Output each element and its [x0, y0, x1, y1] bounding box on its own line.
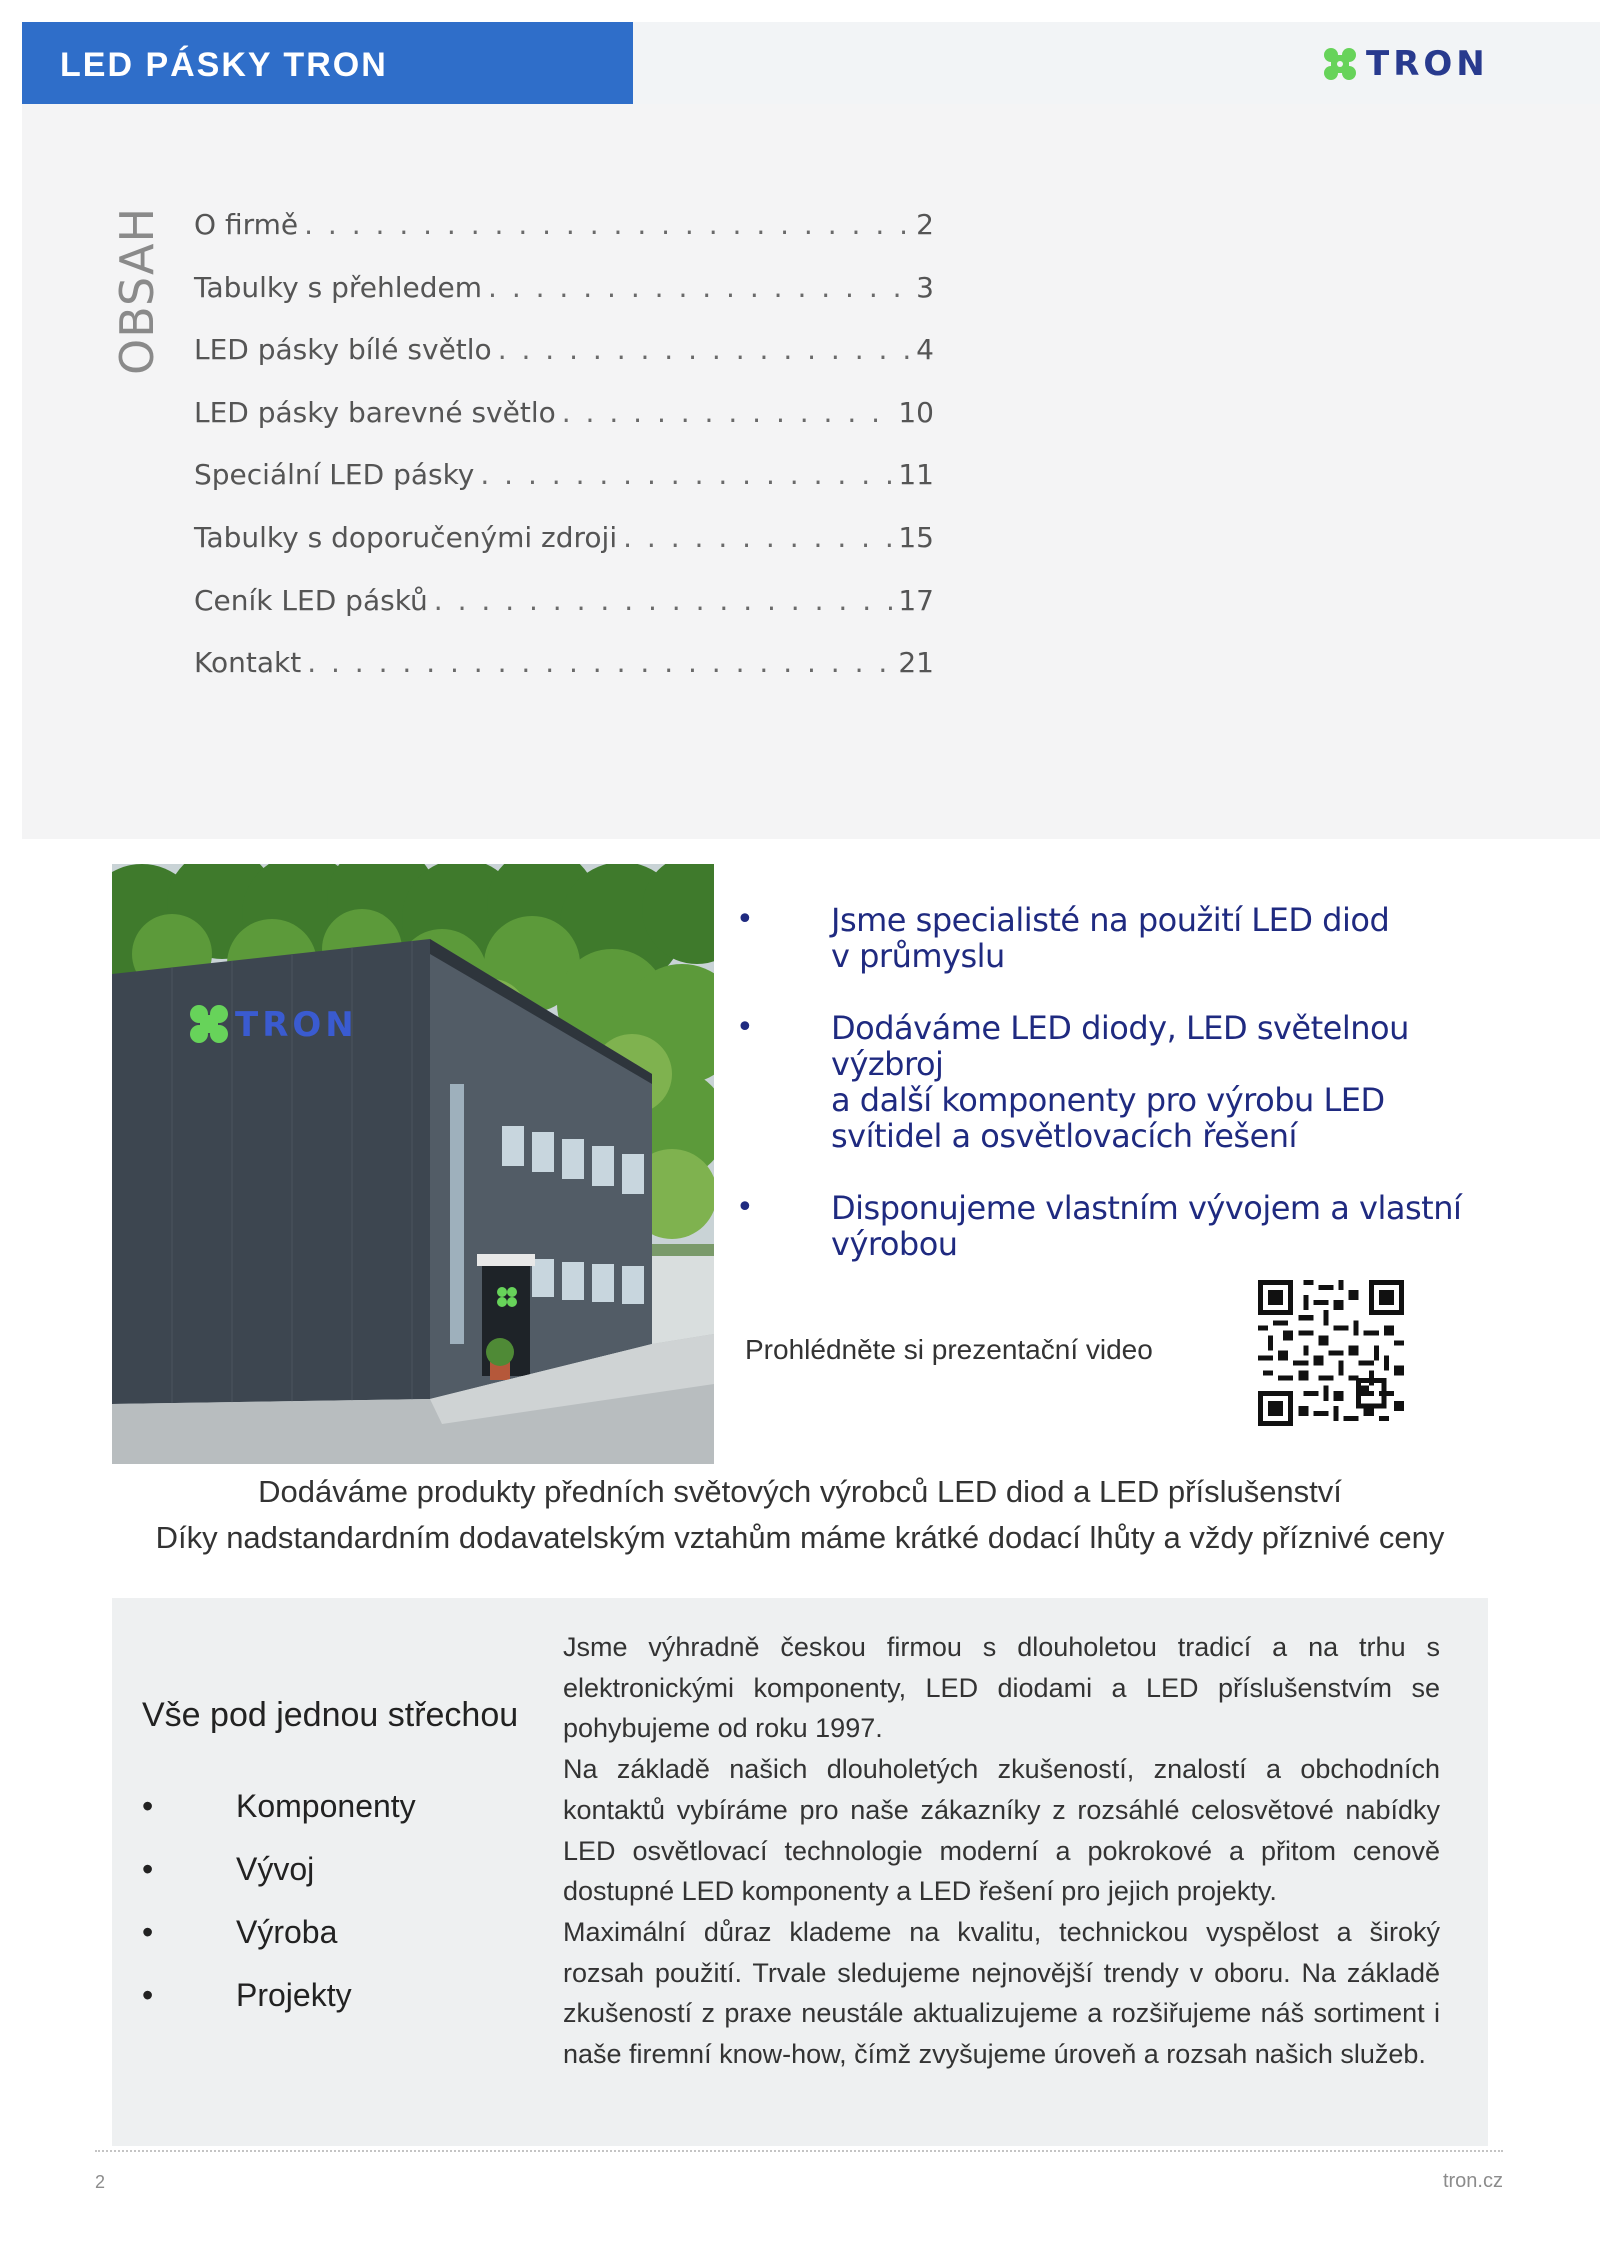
highlight-line: Disponujeme vlastním vývojem a vlastní: [831, 1189, 1462, 1227]
toc-list: [194, 208, 934, 709]
highlight-line: Dodáváme LED diody, LED světelnou výzbroj: [831, 1009, 1409, 1083]
service-label: Výroba: [236, 1914, 338, 1950]
toc-item-label: LED pásky bílé světlo: [194, 333, 492, 367]
highlight-line: a další komponenty pro výrobu LED: [831, 1081, 1385, 1119]
toc-leader-dots: [623, 521, 892, 554]
toc-item-page: 11: [898, 458, 934, 492]
bullet-dot-icon: •: [142, 1977, 154, 2013]
bullet-dot-icon: •: [142, 1851, 154, 1887]
highlight-line: Jsme specialisté na použití LED diod: [831, 901, 1390, 939]
toc-leader-dots: [488, 271, 910, 304]
toc-item-label: O firmě: [194, 208, 299, 241]
toc-item-page: 17: [898, 583, 934, 617]
service-item: [142, 1788, 416, 1851]
toc-heading: [110, 315, 170, 375]
toc-leader-dots: [304, 208, 910, 241]
building-sign-text: TRON: [235, 1005, 358, 1045]
services-list: [142, 1788, 416, 2040]
service-label: Vývoj: [236, 1851, 315, 1887]
service-label: Komponenty: [236, 1788, 416, 1824]
about-paragraph: Na základě našich dlouholetých zkušeností, znalostí a obchodních kontaktů vybíráme pro naše zákazníky z rozsáhlé celosvětové nabídky LED osvětlovací technologie moderní a pokrokové a přitom cenově dostupné LED komponenty a LED řešení pro jejich projekty.: [563, 1754, 1440, 1907]
bullet-dot-icon: •: [142, 1788, 154, 1824]
toc-item[interactable]: [194, 333, 934, 396]
highlight-line: výrobou: [831, 1225, 958, 1263]
toc-item-page: 2: [916, 208, 934, 241]
bullet-dot-icon: •: [736, 902, 754, 937]
toc-item[interactable]: [194, 458, 934, 521]
all-under-one-roof-heading: Vše pod jednou střechou: [142, 1696, 519, 1734]
service-item: [142, 1851, 416, 1914]
website-link[interactable]: tron.cz: [1442, 2170, 1503, 2192]
toc-item-label: LED pásky barevné světlo: [194, 395, 556, 429]
about-paragraph: Jsme výhradně českou firmou s dlouholetou tradicí a na trhu s elektronickými komponenty, LED diodami a LED příslušenstvím se pohybujeme od roku 1997.: [563, 1632, 1440, 1744]
clover-logo-icon: [1322, 46, 1358, 82]
page-number: 2: [95, 2172, 106, 2192]
document-title: LED PÁSKY TRON: [60, 46, 388, 84]
qr-code-icon[interactable]: [1258, 1280, 1404, 1426]
toc-leader-dots: [498, 333, 910, 366]
toc-item[interactable]: [194, 396, 934, 459]
bullet-dot-icon: •: [736, 1190, 754, 1225]
service-item: [142, 1977, 416, 2040]
toc-item-page: 10: [898, 395, 934, 429]
highlight-item: [736, 902, 1466, 974]
toc-item-page: 3: [916, 270, 934, 304]
toc-item-page: 15: [898, 520, 934, 554]
highlight-line: v průmyslu: [831, 937, 1005, 975]
bullet-dot-icon: •: [142, 1914, 154, 1950]
tagline-line-2: Díky nadstandardním dodavatelským vztahům máme krátké dodací lhůty a vždy příznivé ceny: [155, 1520, 1445, 1555]
highlight-line: svítidel a osvětlovacích řešení: [831, 1117, 1297, 1155]
highlights-list: [736, 902, 1466, 1262]
about-paragraph: Maximální důraz klademe na kvalitu, technickou vyspělost a široký rozsah použití. Trvale sledujeme nejnovější trendy v oboru. Na základě zkušeností z praxe neustále aktualizujeme a rozšiřujeme náš sortiment i naše firemní know-how, čímž zvyšujeme úroveň a rozsah našich služeb.: [563, 1916, 1440, 2070]
toc-item[interactable]: [194, 584, 934, 647]
toc-item[interactable]: [194, 646, 934, 709]
footer-divider: [95, 2150, 1503, 2152]
toc-item[interactable]: [194, 208, 934, 271]
toc-leader-dots: [307, 646, 892, 679]
tron-logo: [1322, 44, 1489, 84]
toc-leader-dots: [434, 584, 893, 617]
about-text: [563, 1627, 1440, 2075]
toc-item-page: 4: [916, 333, 934, 367]
toc-item-label: Speciální LED pásky: [194, 458, 475, 492]
bullet-dot-icon: •: [736, 1010, 754, 1045]
service-label: Projekty: [236, 1977, 352, 2013]
toc-item-label: Ceník LED pásků: [194, 583, 428, 617]
tagline-line-1: Dodáváme produkty předních světových výrobců LED diod a LED příslušenství: [258, 1474, 1342, 1509]
toc-item[interactable]: [194, 521, 934, 584]
company-building-photo: [112, 864, 714, 1464]
toc-leader-dots: [562, 396, 893, 429]
toc-leader-dots: [480, 458, 892, 491]
video-label: Prohlédněte si prezentační video: [745, 1334, 1153, 1365]
toc-item-label: Tabulky s doporučenými zdroji: [194, 520, 618, 554]
toc-item-label: Tabulky s přehledem: [194, 270, 483, 304]
highlight-item: [736, 1190, 1466, 1262]
toc-item-page: 21: [898, 646, 934, 680]
logo-wordmark: TRON: [1366, 44, 1489, 84]
service-item: [142, 1914, 416, 1977]
toc-item[interactable]: [194, 271, 934, 334]
highlight-item: [736, 1010, 1466, 1154]
toc-item-label: Kontakt: [194, 646, 302, 680]
